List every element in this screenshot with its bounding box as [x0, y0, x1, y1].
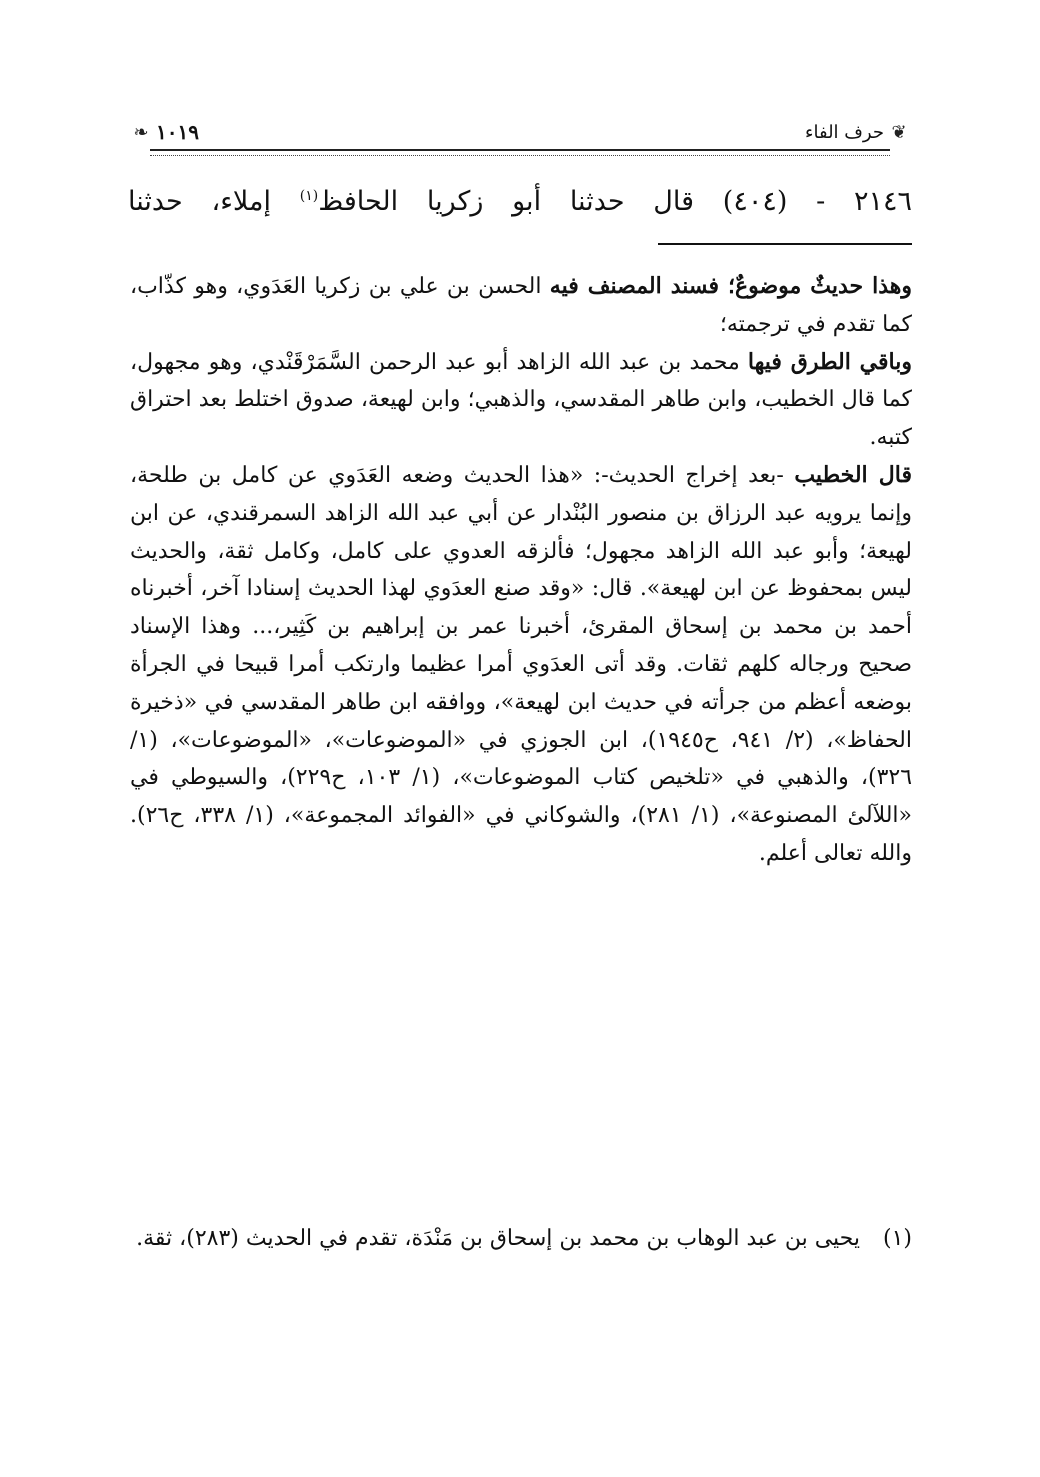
- commentary: [130, 268, 912, 873]
- paragraph-2-lead: وباقي الطرق فيها: [747, 348, 912, 375]
- footnote-number: (١): [882, 1226, 912, 1251]
- commentary-paragraph-2: [130, 344, 912, 457]
- header-rule: [150, 149, 890, 156]
- footnote-text: يحيى بن عبد الوهاب بن محمد بن إسحاق بن مَنْدَة، تقدم في الحديث (٢٨٣)، ثقة.: [136, 1226, 860, 1251]
- paragraph-2-text: محمد بن عبد الله الزاهد أبو عبد الرحمن السَّمَرْقَنْدي، وهو مجهول، كما قال الخطيب، وابن طاهر المقدسي، والذهبي؛ وابن لهيعة، صدوق اختلط بعد احتراق كتبه.: [130, 349, 912, 451]
- main-text-continued: إملاء، حدثنا: [128, 186, 300, 217]
- footnote: [130, 1220, 912, 1258]
- main-text-line: [128, 178, 912, 226]
- commentary-paragraph-1: [130, 268, 912, 344]
- main-text: ٢١٤٦ - (٤٠٤) قال حدثنا أبو زكريا الحافظ: [318, 186, 912, 217]
- header-ornament-left-icon: ❧: [133, 122, 149, 143]
- page-number: ١٠١٩: [156, 120, 199, 144]
- footnote-marker: (١): [299, 188, 319, 204]
- footnote-separator: [658, 243, 912, 245]
- paragraph-1-text: الحسن بن علي بن زكريا العَدَوي، وهو كذّاب، كما تقدم في ترجمته؛: [130, 274, 912, 337]
- commentary-paragraph-3: [130, 457, 912, 873]
- paragraph-3-lead: قال الخطيب: [794, 461, 913, 488]
- header-ornament-right-icon: ❦: [891, 122, 907, 143]
- paragraph-3-text: -بعد إخراج الحديث-: «هذا الحديث وضعه العَدَوي عن كامل بن طلحة، وإنما يرويه عبد الرزاق بن منصور البُنْدار عن أبي عبد الله الزاهد السمرقندي، عن ابن لهيعة؛ وأبو عبد الله الزاهد مجهول؛ فألزقه العدوي على كامل، وكامل ثقة، والحديث ليس بمحفوظ عن ابن لهيعة». قال: «وقد صنع العدَوي لهذا الحديث إسنادا آخر، أخبرناه أحمد بن محمد بن إسحاق المقرئ، أخبرنا عمر بن إبراهيم بن كَثِير،... وهذا الإسناد صحيح ورجاله كلهم ثقات. وقد أتى العدَوي أمرا عظيما وارتكب أمرا قبيحا في الجرأة بوضعه أعظم من جرأته في حديث ابن لهيعة»، ووافقه ابن طاهر المقدسي في «ذخيرة الحفاظ»، (٢/ ٩٤١، ح١٩٤٥)، ابن الجوزي في «الموضوعات»، «الموضوعات»، (١/ ٣٢٦)، والذهبي في «تلخيص كتاب الموضوعات»، (١/ ١٠٣، ح٢٢٩)، والسيوطي في «اللآلئ المصنوعة»، (١/ ٢٨١)، والشوكاني في «الفوائد المجموعة»، (١/ ٣٣٨، ح٢٦). والله تعالى أعلم.: [130, 462, 913, 866]
- paragraph-1-lead: وهذا حديثٌ موضوعٌ؛ فسند المصنف فيه: [549, 273, 912, 299]
- section-title: حرف الفاء: [805, 122, 884, 143]
- page-header: [130, 118, 910, 162]
